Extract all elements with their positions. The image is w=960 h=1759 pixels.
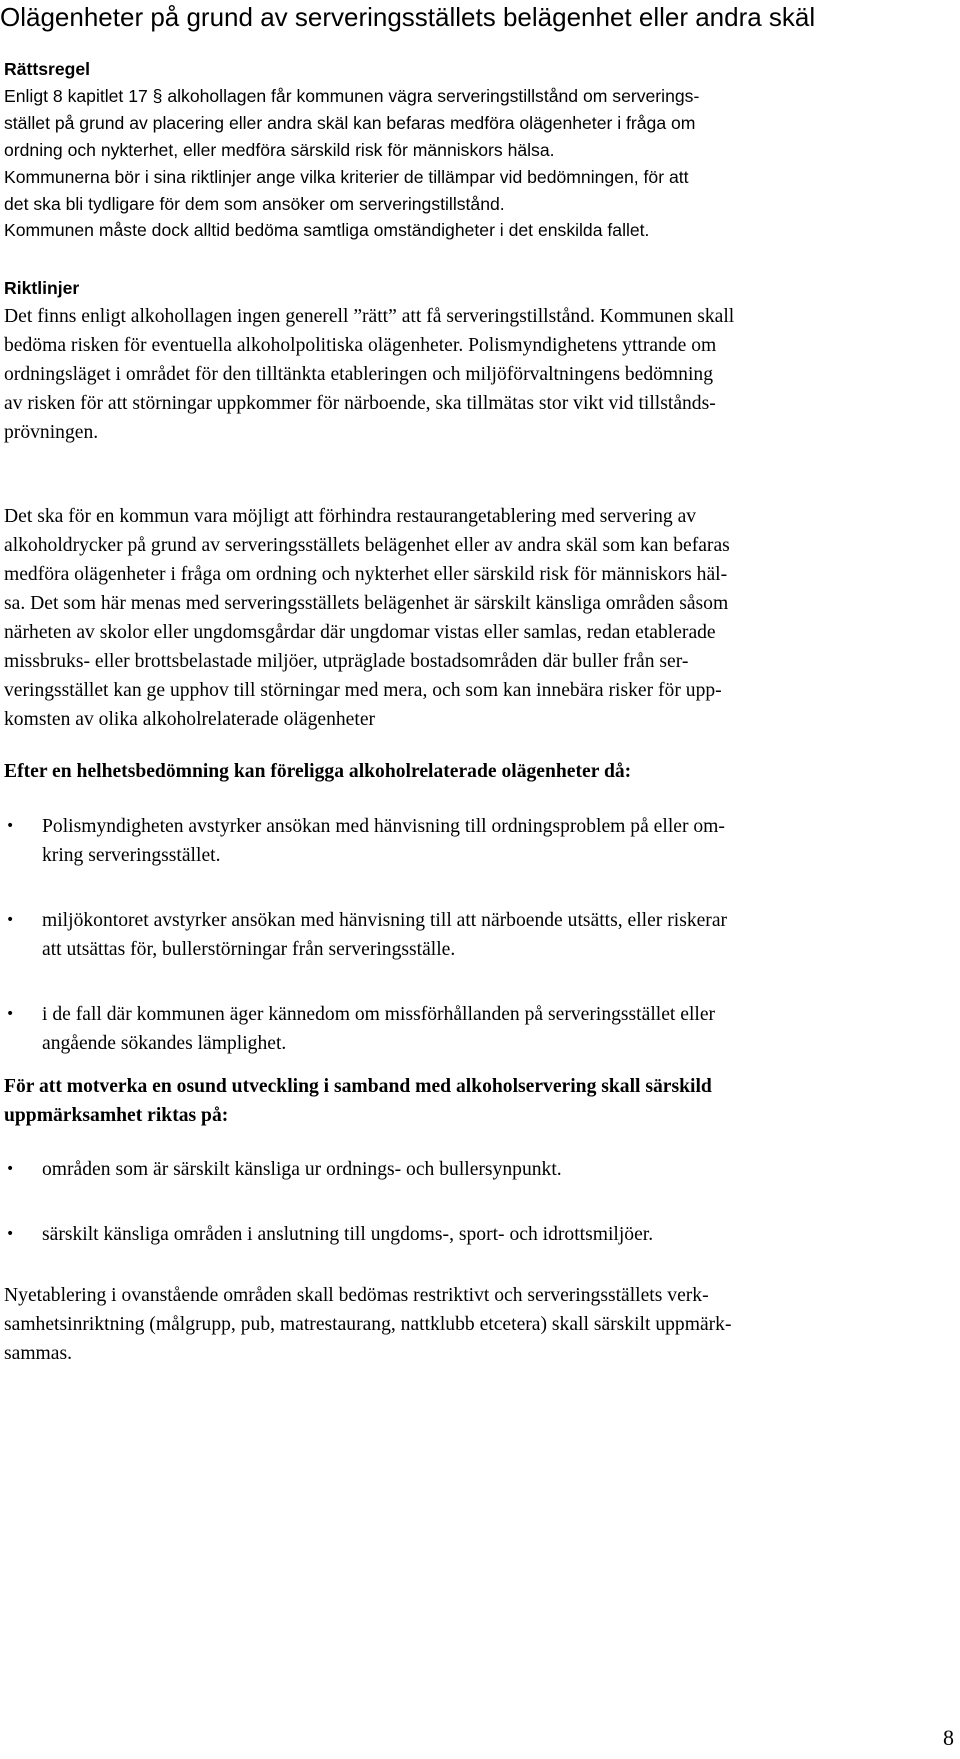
rattsregel-line: det ska bli tydligare för dem som ansöker om serveringstillstånd. [4,193,505,214]
bullet-icon: • [6,1226,15,1242]
page-title: Olägenheter på grund av serveringsställets belägenhet eller andra skäl [0,2,816,32]
motverka-heading: För att motverka en osund utveckling i samband med alkoholservering skall särskild uppmärksamhet riktas på: [4,1076,712,1126]
kommun-paragraph [4,502,956,734]
rattsregel-section [4,56,956,244]
paragraph-line: komsten av olika alkoholrelaterade olägenheter [4,709,376,730]
riktlinjer-heading: Riktlinjer [4,278,80,298]
paragraph-line: veringsstället kan ge upphov till störningar med mera, och som kan innebära risker för upp- [4,680,722,701]
paragraph-line: sa. Det som här menas med serveringsställets belägenhet är särskilt känsliga områden såsom [4,593,729,614]
list-item: • särskilt känsliga områden i anslutning till ungdoms-, sport- och idrottsmiljöer. [4,1220,944,1249]
list-item: • Polismyndigheten avstyrker ansökan med hänvisning till ordningsproblem på eller om- kring serveringsstället. [4,812,944,870]
paragraph-line: närheten av skolor eller ungdomsgårdar där ungdomar vistas eller samlas, redan etablerade [4,622,716,643]
motverka-bullet-list [4,1155,944,1249]
paragraph-line: alkoholdrycker på grund av serveringsställets belägenhet eller av andra skäl som kan befaras [4,535,730,556]
riktlinjer-line: prövningen. [4,422,99,443]
paragraph-line: medföra olägenheter i fråga om ordning och nykterhet eller särskild risk för människors häl- [4,564,728,585]
paragraph-line: Det ska för en kommun vara möjligt att förhindra restaurangetablering med servering av [4,506,697,527]
bullet-icon: • [6,912,15,928]
rattsregel-line: Enligt 8 kapitlet 17 § alkohollagen får kommunen vägra serveringstillstånd om serverings- [4,85,700,106]
list-item: • miljökontoret avstyrker ansökan med hänvisning till att närboende utsätts, eller riskerar att utsättas för, bullerstörningar från serveringsställe. [4,906,944,964]
rattsregel-line: ordning och nykterhet, eller medföra särskild risk för människors hälsa. [4,139,555,160]
rattsregel-heading: Rättsregel [4,59,91,79]
riktlinjer-line: Det finns enligt alkohollagen ingen generell ”rätt” att få serveringstillstånd. Kommunen skall [4,306,735,327]
riktlinjer-line: bedöma risken för eventuella alkoholpolitiska olägenheter. Polismyndighetens yttrande om [4,335,717,356]
nyetablering-paragraph [4,1281,956,1368]
bullet-icon: • [6,1161,15,1177]
paragraph-line: samhetsinriktning (målgrupp, pub, matrestaurang, nattklubb etcetera) skall särskilt uppmärk- [4,1314,732,1335]
rattsregel-line: stället på grund av placering eller andra skäl kan befaras medföra olägenheter i fråga om [4,112,696,133]
bullet-icon: • [6,818,15,834]
rattsregel-line: Kommunerna bör i sina riktlinjer ange vilka kriterier de tillämpar vid bedömningen, för att [4,166,689,187]
page-number: 8 [943,1725,954,1750]
paragraph-line: Nyetablering i ovanstående områden skall bedömas restriktivt och serveringsställets verk- [4,1285,709,1306]
riktlinjer-line: av risken för att störningar uppkommer för närboende, ska tillmätas stor vikt vid tillstånds- [4,393,716,414]
list-item: • i de fall där kommunen äger kännedom om missförhållanden på serveringsstället eller angående sökandes lämplighet. [4,1000,944,1058]
paragraph-line: sammas. [4,1343,73,1364]
paragraph-line: missbruks- eller brottsbelastade miljöer, utpräglade bostadsområden där buller från ser- [4,651,689,672]
bullet-icon: • [6,1006,15,1022]
rattsregel-line: Kommunen måste dock alltid bedöma samtliga omständigheter i det enskilda fallet. [4,220,650,241]
helhet-bullet-list [4,812,944,1058]
helhet-heading: Efter en helhetsbedömning kan föreligga alkoholrelaterade olägenheter då: [4,761,632,782]
riktlinjer-line: ordningsläget i området för den tilltänkta etableringen och miljöförvaltningens bedömning [4,364,714,385]
riktlinjer-section [4,274,956,447]
list-item: • områden som är särskilt känsliga ur ordnings- och bullersynpunkt. [4,1155,944,1184]
